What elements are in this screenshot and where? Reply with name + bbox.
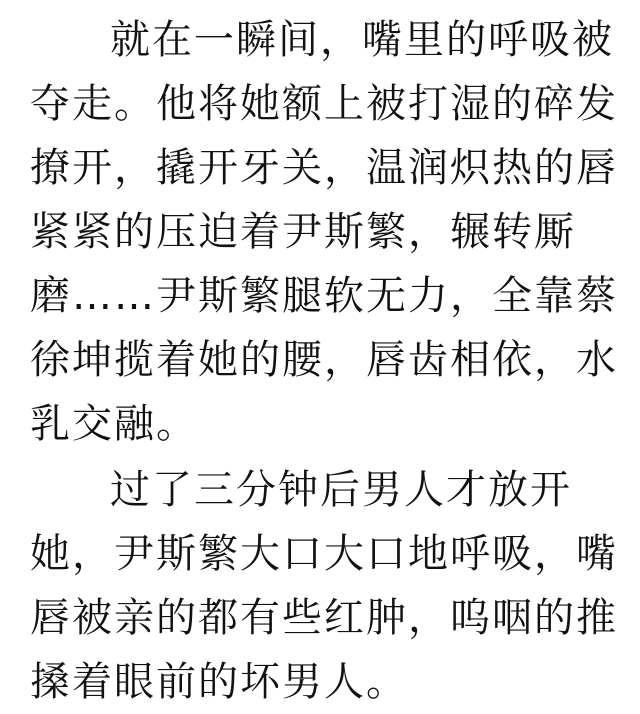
paragraph-1-line-4: 紧紧的压迫着尹斯繁，辗转厮	[30, 209, 576, 255]
paragraph-1-line-5: 磨……尹斯繁腿软无力，全靠蔡	[30, 273, 618, 319]
paragraph-1-line-7: 乳交融。	[30, 401, 198, 447]
paragraph-1-line-3: 撩开，撬开牙关，温润炽热的唇	[30, 145, 618, 191]
paragraph-2-line-4: 搡着眼前的坏男人。	[30, 659, 408, 705]
paragraph-1-line-1: 就在一瞬间，嘴里的呼吸被	[110, 17, 614, 63]
paragraph-2-line-2: 她，尹斯繁大口大口地呼吸，嘴	[30, 531, 618, 577]
paragraph-2-line-1: 过了三分钟后男人才放开	[110, 467, 572, 513]
paragraph-1-line-2: 夺走。他将她额上被打湿的碎发	[30, 81, 618, 127]
paragraph-2-line-3: 唇被亲的都有些红肿，呜咽的推	[30, 595, 618, 641]
paragraph-1-line-6: 徐坤揽着她的腰，唇齿相依，水	[30, 337, 618, 383]
